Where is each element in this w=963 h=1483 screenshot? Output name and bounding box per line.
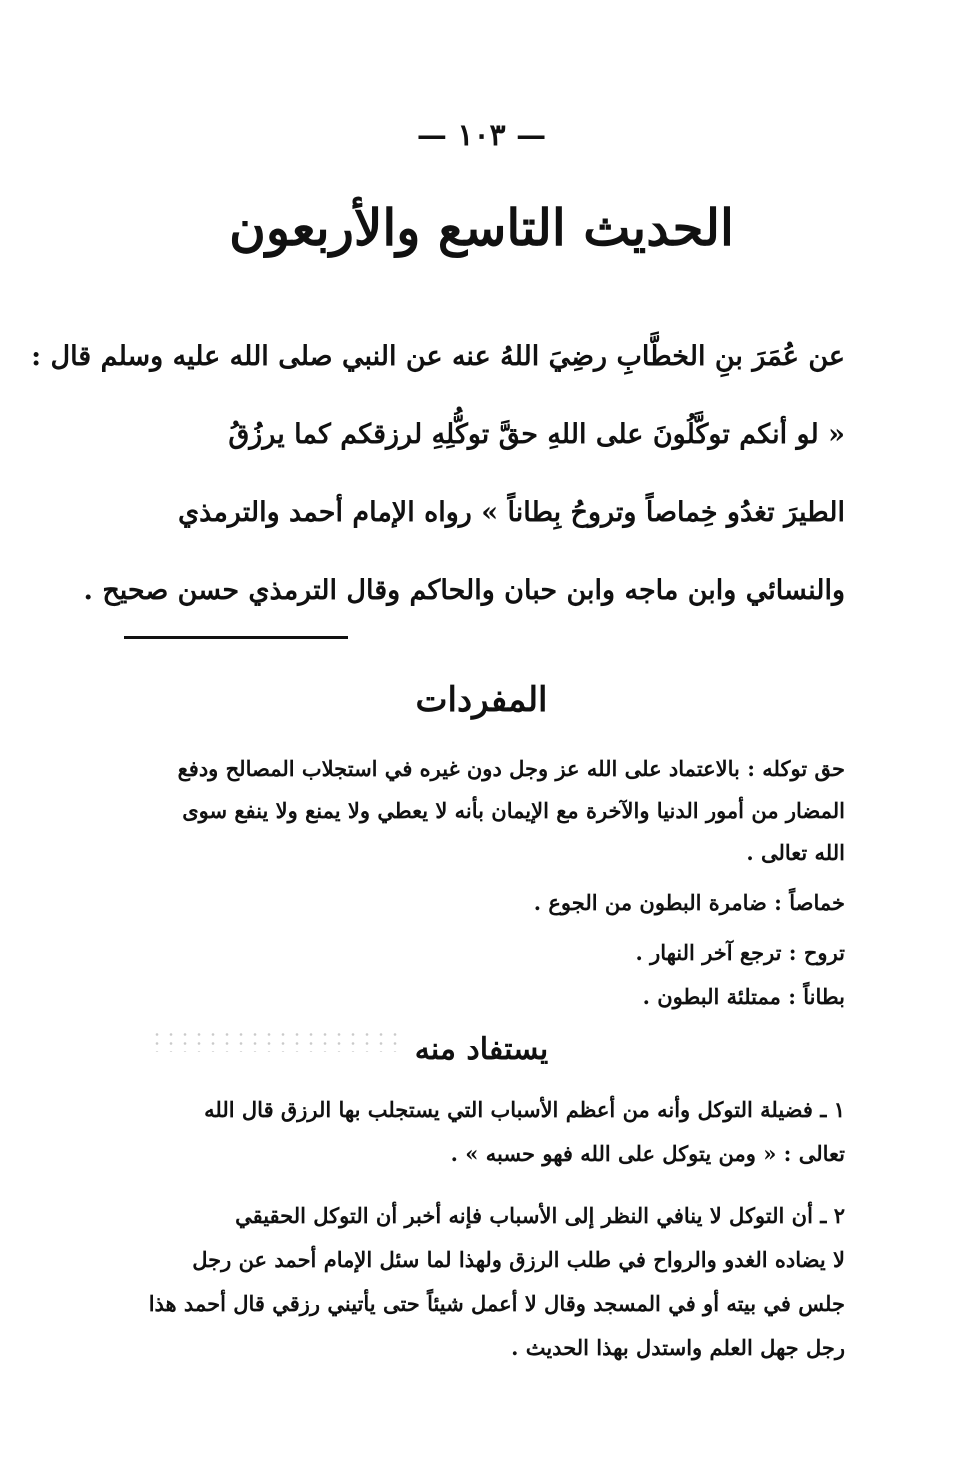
definition-line: حق توكله : بالاعتماد على الله عز وجل دون غيره في استجلاب المصالح ودفع bbox=[177, 756, 845, 781]
benefits-heading: يستفاد منه bbox=[414, 1032, 549, 1067]
benefit-line: ٢ ـ أن التوكل لا ينافي النظر إلى الأسباب فإنه أخبر أن التوكل الحقيقي bbox=[235, 1203, 845, 1228]
chapter-title: الحديث التاسع والأربعون bbox=[229, 198, 734, 257]
page-number: — ١٠٣ — bbox=[416, 118, 547, 153]
benefit-line: تعالى : « ومن يتوكل على الله فهو حسبه » . bbox=[450, 1141, 845, 1166]
hadith-line: والنسائي وابن ماجه وابن حبان والحاكم وقال الترمذي حسن صحيح . bbox=[83, 575, 845, 606]
vocabulary-entry: بطاناً : ممتلئة البطون . bbox=[642, 984, 845, 1009]
benefit-line: لا يضاده الغدو والرواح في طلب الرزق ولهذا لما سئل الإمام أحمد عن رجل bbox=[192, 1247, 845, 1272]
vocabulary-heading: المفردات bbox=[415, 680, 548, 720]
benefit-line: ١ ـ فضيلة التوكل وأنه من أعظم الأسباب التي يستجلب بها الرزق قال الله bbox=[204, 1097, 845, 1122]
hadith-line: عن عُمَرَ بنِ الخطَّابِ رضِيَ اللهُ عنه عن النبي صلى الله عليه وسلم قال : bbox=[31, 341, 845, 372]
benefits-list bbox=[117, 1088, 845, 1370]
benefit-item bbox=[117, 1194, 845, 1370]
benefit-item bbox=[117, 1088, 845, 1176]
hadith-line: الطيرَ تغدُو خِماصاً وتروحُ بِطاناً » رواه الإمام أحمد والترمذي bbox=[178, 497, 845, 528]
definition-line: المضار من أمور الدنيا والآخرة مع الإيمان بأنه لا يعطي ولا يمنع ولا ينفع سوى bbox=[182, 798, 845, 823]
benefit-line: جلس في بيته أو في المسجد وقال لا أعمل شيئاً حتى يأتيني رزقي قال أحمد هذا bbox=[148, 1291, 845, 1316]
definition-line: الله تعالى . bbox=[746, 840, 845, 865]
hadith-text bbox=[31, 318, 845, 630]
section-divider bbox=[124, 636, 348, 639]
vocabulary-entry: تروح : ترجع آخر النهار . bbox=[635, 940, 845, 965]
benefit-line: رجل جهل العلم واستدل بهذا الحديث . bbox=[511, 1335, 845, 1360]
vocabulary-entry: خماصاً : ضامرة البطون من الجوع . bbox=[533, 890, 845, 915]
vocabulary-entries bbox=[117, 882, 845, 1018]
vocabulary-definition bbox=[117, 748, 845, 874]
hadith-line: « لو أنكم توكَّلُونَ على اللهِ حقَّ توكُّلِهِ لرزقكم كما يرزُقُ bbox=[228, 419, 845, 450]
